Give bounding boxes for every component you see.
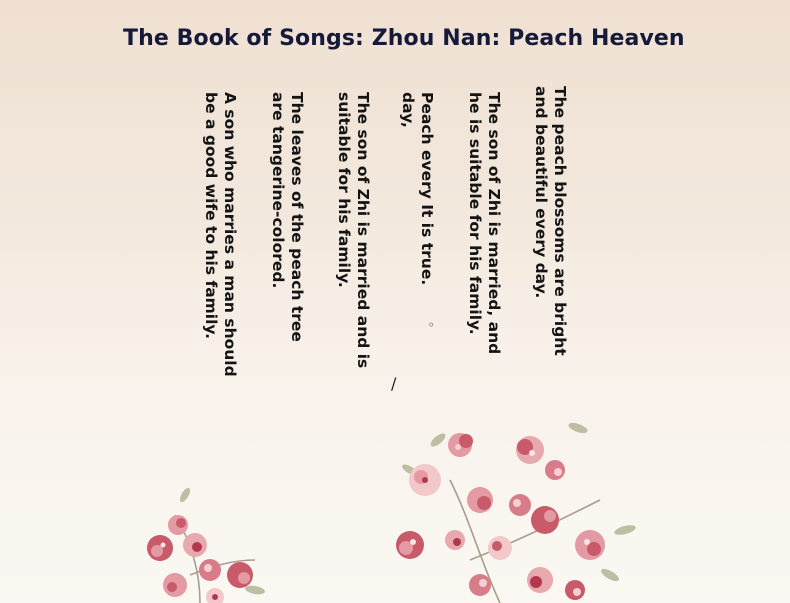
poem-line-5: The leaves of the peach tree are tangerine-colored. <box>269 92 306 342</box>
poem-line-6: A son who marries a man should be a good wife to his family. <box>202 92 239 377</box>
circle-mark: 。 <box>429 314 442 328</box>
poem-line-3: Peach every It is true. day, <box>399 92 436 286</box>
page-title: The Book of Songs: Zhou Nan: Peach Heaven <box>123 26 685 51</box>
blossom-cluster-right <box>396 433 605 600</box>
poem-line-2: The son of Zhi is married, and he is suitable for his family. <box>466 92 503 355</box>
poem-line-4: The son of Zhi is married and is suitable for his family. <box>335 92 372 369</box>
poem-line-1: The peach blossoms are bright and beautiful every day. <box>532 86 569 356</box>
slash-mark: / <box>391 374 397 393</box>
